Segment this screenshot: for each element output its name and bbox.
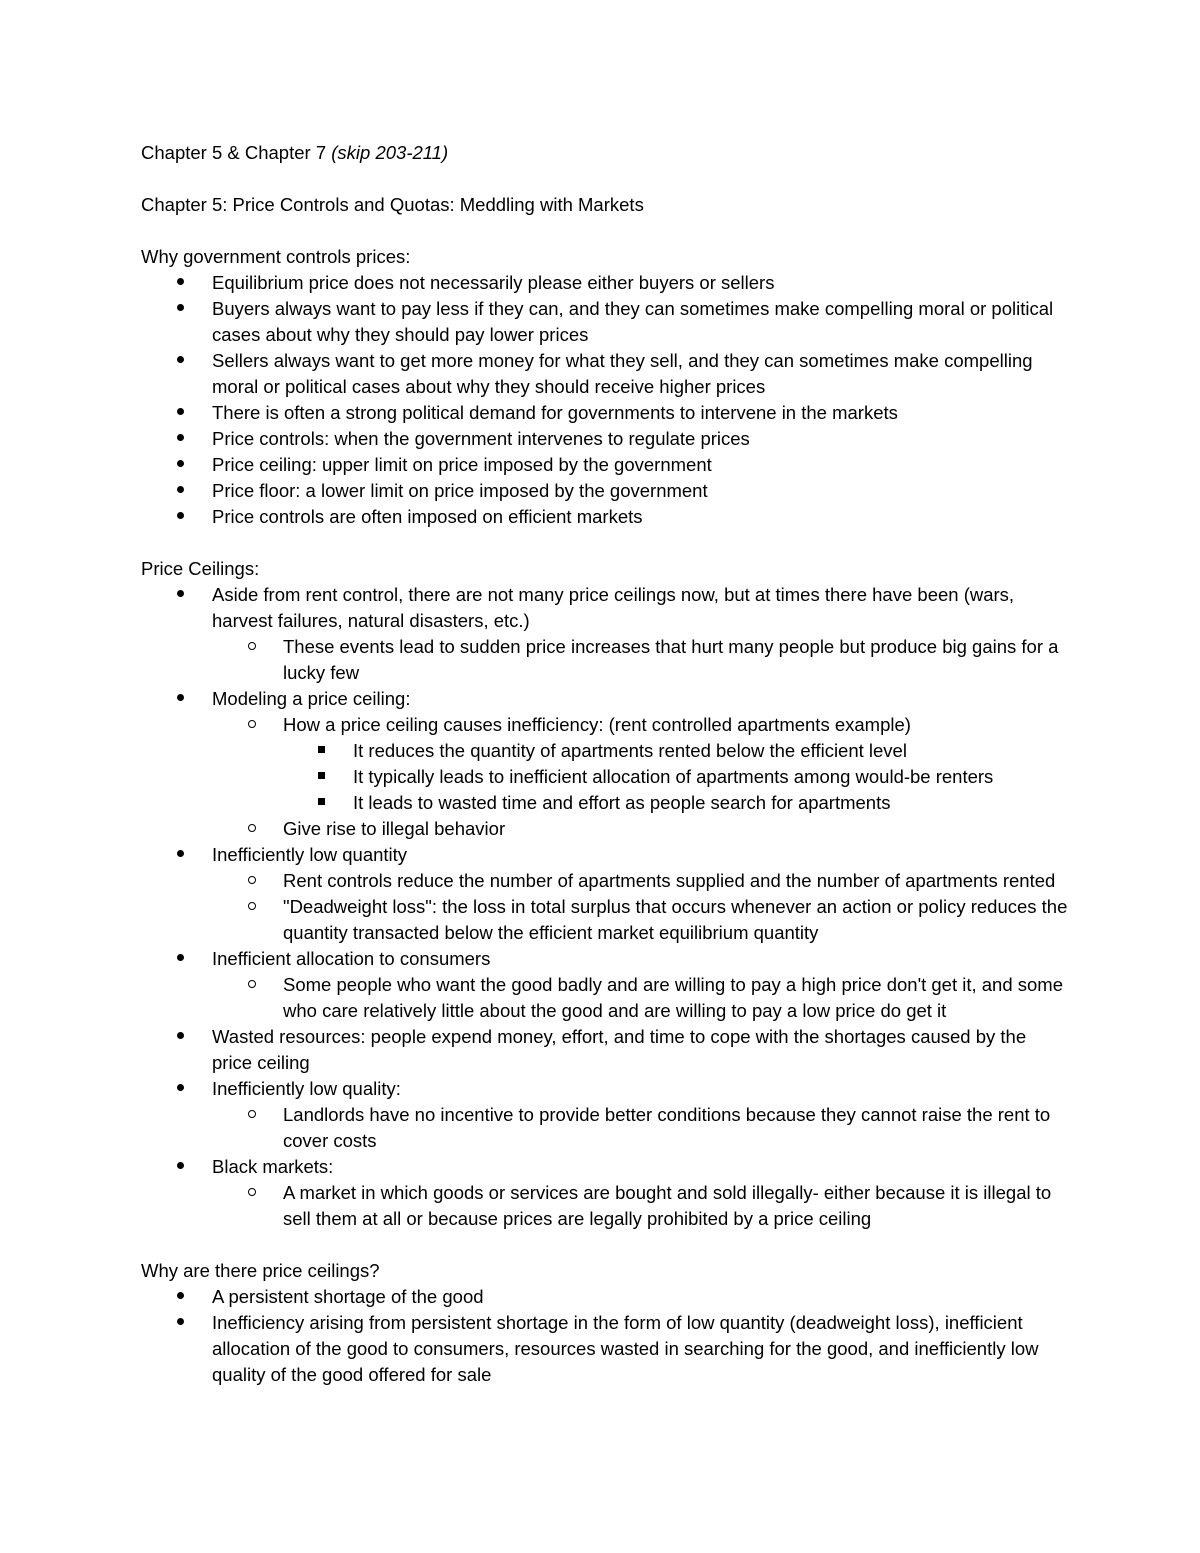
list-item [141,426,1071,452]
bullet-icon [177,296,184,322]
bullet-icon [318,764,325,790]
list-item [141,270,1071,296]
list-item-text: Inefficiently low quantity [212,844,408,865]
section-heading: Why are there price ceilings? [141,1260,380,1281]
list-item [141,1310,1071,1388]
title-main: Chapter 5 & Chapter 7 [141,142,332,163]
bullet-icon [177,452,184,478]
bullet-icon [248,868,256,894]
section-heading: Price Ceilings: [141,558,260,579]
list-item-text: Rent controls reduce the number of apartments supplied and the number of apartments rented [283,870,1056,891]
list-item-text: Give rise to illegal behavior [283,818,506,839]
list-item-text: A market in which goods or services are bought and sold illegally- either because it is illegal to sell them at all or because prices are legally prohibited by a price ceiling [283,1182,1052,1229]
list-item-text: It typically leads to inefficient allocation of apartments among would-be renters [353,766,994,787]
list-item [141,504,1071,530]
bullet-icon [177,1154,184,1180]
list-item-text: Price controls are often imposed on efficient markets [212,506,643,527]
bullet-icon [248,972,256,998]
bullet-icon [177,686,184,712]
list-item [141,868,1071,894]
list-item [141,1154,1071,1180]
chapter-heading: Chapter 5: Price Controls and Quotas: Meddling with Markets [141,194,644,215]
list-item [141,348,1071,400]
bullet-list [141,1284,1071,1388]
list-item-text: Wasted resources: people expend money, effort, and time to cope with the shortages caused by the price ceiling [212,1026,1027,1073]
title-skip-note: (skip 203-211) [331,142,449,163]
list-item-text: Inefficient allocation to consumers [212,948,491,969]
list-item [141,738,1071,764]
bullet-list [141,582,1071,1232]
list-item [141,1284,1071,1310]
list-item-text: It leads to wasted time and effort as people search for apartments [353,792,891,813]
list-item-text: "Deadweight loss": the loss in total surplus that occurs whenever an action or policy reduces the quantity transacted below the efficient market equilibrium quantity [283,896,1068,943]
list-item [141,972,1071,1024]
bullet-icon [177,842,184,868]
list-item-text: Equilibrium price does not necessarily please either buyers or sellers [212,272,775,293]
section-heading: Why government controls prices: [141,246,411,267]
list-item-text: Inefficiently low quality: [212,1078,401,1099]
list-item [141,1102,1071,1154]
bullet-icon [177,1310,184,1336]
bullet-icon [177,504,184,530]
list-item-text: Aside from rent control, there are not many price ceilings now, but at times there have been (wars, harvest failures, natural disasters, etc.) [212,584,1015,631]
list-item [141,946,1071,972]
bullet-icon [177,270,184,296]
list-item [141,712,1071,738]
bullet-icon [177,478,184,504]
list-item-text: Inefficiency arising from persistent shortage in the form of low quantity (deadweight loss), inefficient allocation of the good to consumers, resources wasted in searching for the good, and inefficiently low quality of the good offered for sale [212,1312,1039,1385]
bullet-icon [318,738,325,764]
list-item-text: Some people who want the good badly and are willing to pay a high price don't get it, and some who care relatively little about the good and are willing to pay a low price do get it [283,974,1064,1021]
bullet-icon [248,1102,256,1128]
list-item-text: It reduces the quantity of apartments rented below the efficient level [353,740,907,761]
list-item-text: Sellers always want to get more money for what they sell, and they can sometimes make compelling moral or political cases about why they should receive higher prices [212,350,1033,397]
document-page [141,140,1071,1388]
list-item-text: Black markets: [212,1156,334,1177]
list-item [141,1180,1071,1232]
bullet-icon [248,712,256,738]
list-item [141,478,1071,504]
list-item [141,452,1071,478]
list-item-text: Buyers always want to pay less if they can, and they can sometimes make compelling moral or political cases about why they should pay lower prices [212,298,1054,345]
bullet-icon [177,1076,184,1102]
list-item-text: How a price ceiling causes inefficiency: (rent controlled apartments example) [283,714,911,735]
bullet-icon [318,790,325,816]
list-item-text: There is often a strong political demand for governments to intervene in the markets [212,402,898,423]
bullet-icon [177,1284,184,1310]
list-item [141,582,1071,634]
list-item [141,400,1071,426]
list-item [141,634,1071,686]
list-item [141,686,1071,712]
bullet-icon [177,348,184,374]
list-item [141,1024,1071,1076]
bullet-icon [177,400,184,426]
list-item [141,816,1071,842]
list-item [141,842,1071,868]
list-item-text: Price floor: a lower limit on price imposed by the government [212,480,708,501]
bullet-icon [248,1180,256,1206]
list-item-text: Price controls: when the government intervenes to regulate prices [212,428,750,449]
list-item-text: These events lead to sudden price increases that hurt many people but produce big gains for a lucky few [283,636,1059,683]
bullet-icon [177,582,184,608]
list-item-text: Price ceiling: upper limit on price imposed by the government [212,454,712,475]
list-item-text: A persistent shortage of the good [212,1286,484,1307]
list-item [141,764,1071,790]
document-title [141,140,1071,166]
bullet-icon [248,634,256,660]
list-item [141,790,1071,816]
list-item [141,1076,1071,1102]
bullet-list [141,270,1071,530]
bullet-icon [248,816,256,842]
list-item-text: Modeling a price ceiling: [212,688,411,709]
list-item [141,894,1071,946]
bullet-icon [248,894,256,920]
document-body [141,244,1071,1388]
bullet-icon [177,946,184,972]
list-item [141,296,1071,348]
list-item-text: Landlords have no incentive to provide better conditions because they cannot raise the rent to cover costs [283,1104,1051,1151]
bullet-icon [177,426,184,452]
bullet-icon [177,1024,184,1050]
